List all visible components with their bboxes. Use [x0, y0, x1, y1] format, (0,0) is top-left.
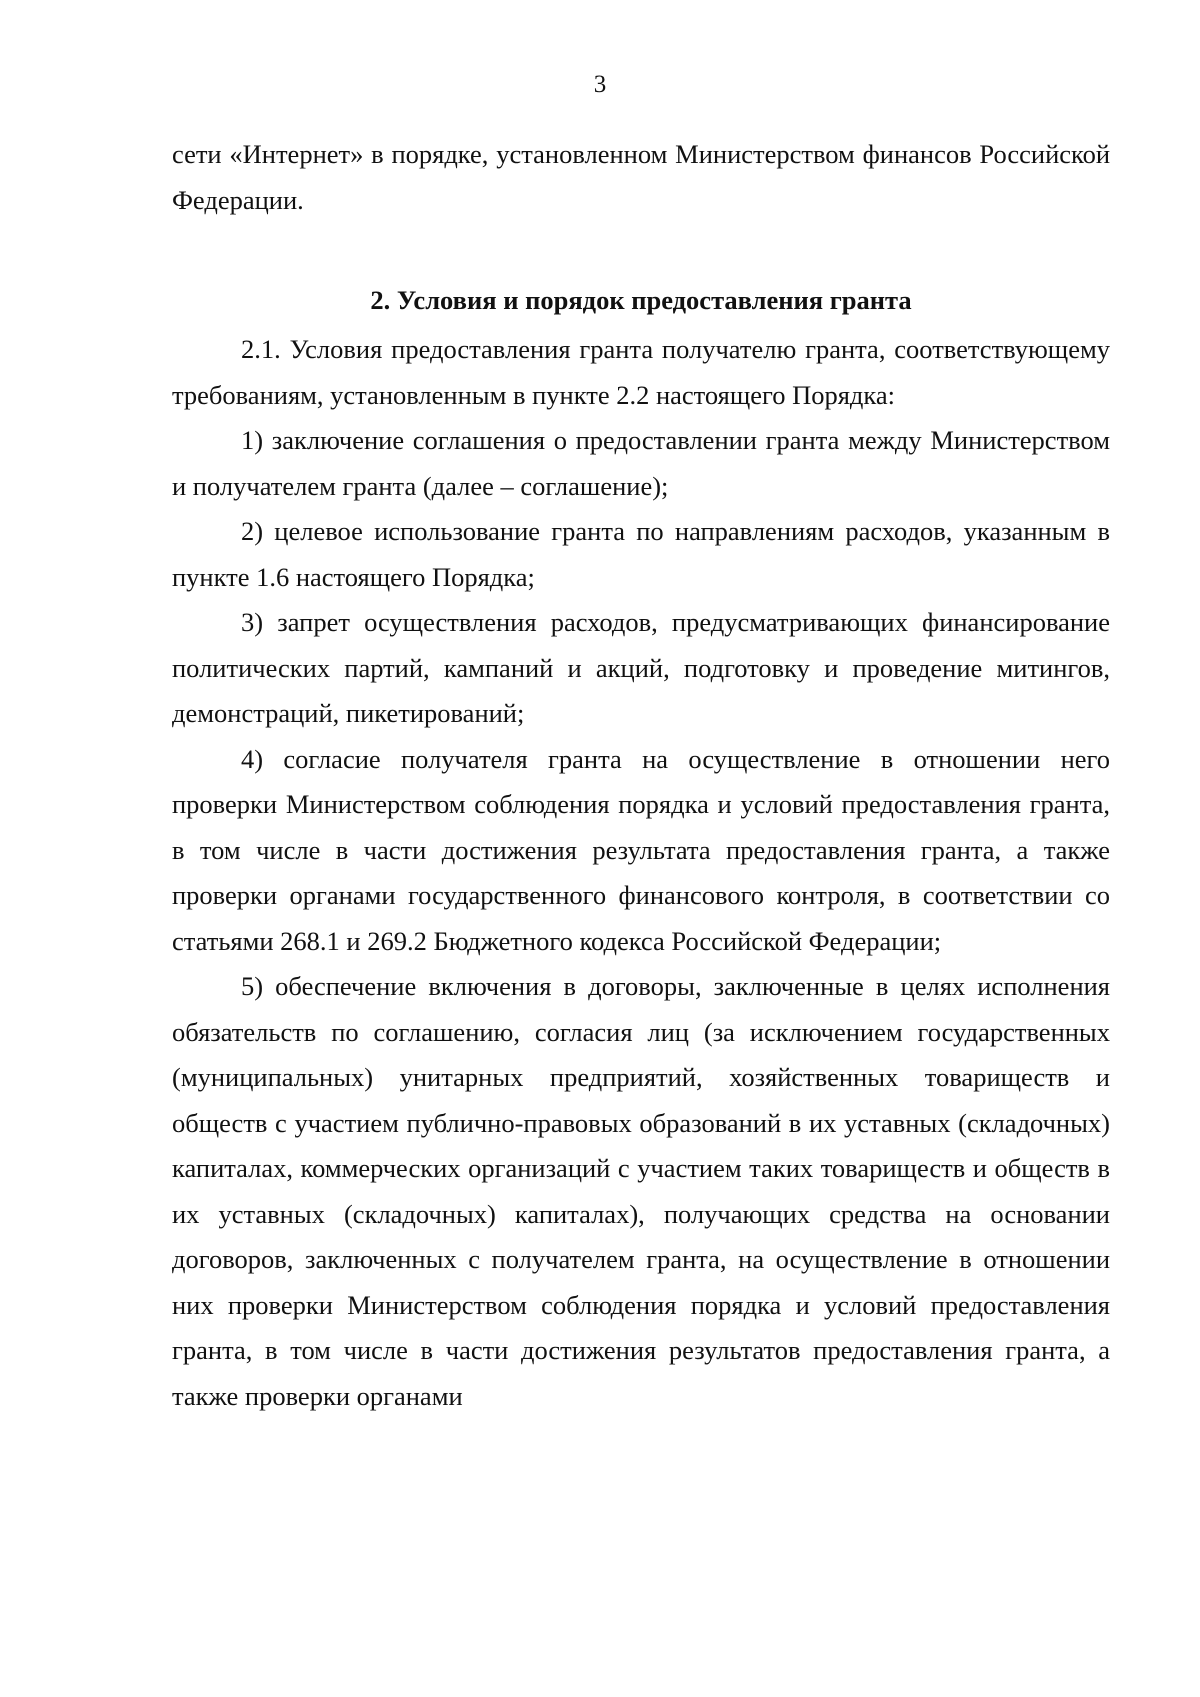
- page-number: 3: [593, 71, 607, 98]
- list-item-5: 5) обеспечение включения в договоры, заключенные в целях исполнения обязательств по соглашению, согласия лиц (за исключением государственных (муниципальных) унитарных предприятий, хозяйственных товариществ и обществ с участием публично-правовых образований в их уставных (складочных) капиталах, коммерческих организаций с участием таких товариществ и обществ в их уставных (складочных) капиталах), получающих средства на основании договоров, заключенных с получателем гранта, на осуществление в отношении них проверки Министерством соблюдения порядка и условий предоставления гранта, в том числе в части достижения результатов предоставления гранта, а также проверки органами: [172, 971, 1110, 1411]
- intro-paragraph: сети «Интернет» в порядке, установленном Министерством финансов Российской Федерации.: [172, 139, 1110, 215]
- paragraph-2-1: 2.1. Условия предоставления гранта получателю гранта, соответствующему требованиям, установленным в пункте 2.2 настоящего Порядка:: [172, 334, 1110, 410]
- list-item-3: 3) запрет осуществления расходов, предусматривающих финансирование политических партий, кампаний и акций, подготовку и проведение митингов, демонстраций, пикетирований;: [172, 607, 1110, 728]
- intro-block: [172, 132, 1110, 223]
- section-body: [172, 327, 1110, 1419]
- section-heading: 2. Условия и порядок предоставления гранта: [370, 285, 912, 315]
- list-item-2: 2) целевое использование гранта по направлениям расходов, указанным в пункте 1.6 настоящего Порядка;: [172, 516, 1110, 592]
- list-item-1: 1) заключение соглашения о предоставлении гранта между Министерством и получателем гранта (далее – соглашение);: [172, 425, 1110, 501]
- list-item-4: 4) согласие получателя гранта на осуществление в отношении него проверки Министерством соблюдения порядка и условий предоставления гранта, в том числе в части достижения результата предоставления гранта, а также проверки органами государственного финансового контроля, в соответствии со статьями 268.1 и 269.2 Бюджетного кодекса Российской Федерации;: [172, 743, 1110, 956]
